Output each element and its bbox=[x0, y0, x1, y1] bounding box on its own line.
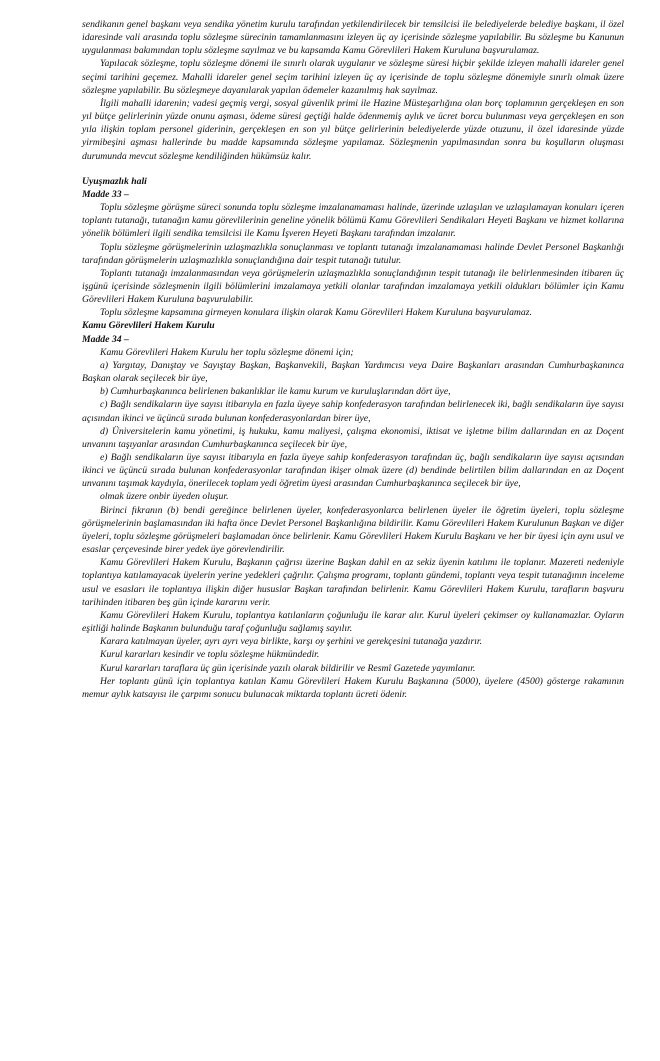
list-item-a: a) Yargıtay, Danıştay ve Sayıştay Başkan, Başkanvekili, Başkan Yardımcısı veya Daire Başkanları arasından Cumhurbaşkanınca Başkan olarak seçilecek bir üye, bbox=[82, 359, 624, 385]
paragraph: Toplu sözleşme görüşme süreci sonunda toplu sözleşme imzalanamaması halinde, üzerinde uzlaşılan ve uzlaşılamayan konuları içeren toplantı tutanağı, tutanağın kamu görevlilerinin geneline yönelik bölümü Kamu Görevlileri Sendikaları Heyeti Başkanı ve hizmet kollarına yönelik bölümleri ilgili sendika temsilcisi ile Kamu İşveren Heyeti Başkanı tarafından imzalanır. bbox=[82, 202, 624, 240]
paragraph: İlgili mahalli idarenin; vadesi geçmiş vergi, sosyal güvenlik primi ile Hazine Müsteşarlığına olan borç toplamının gerçekleşen en son yıl bütçe gelirlerinin yüzde onunu aşması, ödeme süresi geçtiği halde ödenmemiş aylık ve ücret borcu bulunması veya gerçekleşen en son yıla ilişkin toplam personel giderinin, gerçekleşen en son yıl bütçe gelirlerinin belediyelerde yüzde otuzunu, il özel idaresinde yüzde yirmibeşini aşması hallerinde bu madde kapsamında sözleşme yapılamaz. Sözleşmenin yapılmasından sonra bu koşulların oluşması durumunda mevcut sözleşme kendiliğinden hükümsüz kalır. bbox=[82, 97, 624, 162]
list-item-c: c) Bağlı sendikaların üye sayısı itibarıyla en fazla üyeye sahip konfederasyon tarafından belirlenecek iki, bağlı sendikaların üye sayısı açısından ikinci ve üçüncü sırada bulunan konfederasyonlardan birer üye, bbox=[82, 399, 624, 424]
paragraph: olmak üzere onbir üyeden oluşur. bbox=[100, 491, 229, 503]
list-item-e: e) Bağlı sendikaların üye sayısı itibarıyla en fazla üyeye sahip konfederasyon tarafından üç, bağlı sendikaların üye sayısı açısından ikinci ve üçüncü sırada bulunan konfederasyonlar tarafından ikişer olmak üzere (d) bendinde belirtilen bilim dallarından en az Doçent unvanını taşımak kaydıyla, önerilecek toplam yedi öğretim üyesi arasından Cumhurbaşkanınca seçilecek bir üye, bbox=[82, 452, 624, 490]
list-item-d: d) Üniversitelerin kamu yönetimi, iş hukuku, kamu maliyesi, çalışma ekonomisi, iktisat ve işletme bilim dallarından en az Doçent unvanını taşıyanlar arasından Cumhurbaşkanınca seçilecek bir üye, bbox=[82, 425, 624, 450]
paragraph: Toplu sözleşme görüşmelerinin uzlaşmazlıkla sonuçlanması ve toplantı tutanağı imzalanamaması halinde Devlet Personel Başkanlığı tarafından görüşmelerin uzlaşmazlıkla sonuçlandığına dair tespit tutanağı tutulur. bbox=[82, 241, 624, 266]
list-item-b: b) Cumhurbaşkanınca belirlenen bakanlıklar ile kamu kurum ve kuruluşlarından dört üye, bbox=[100, 386, 451, 398]
paragraph: Kamu Görevlileri Hakem Kurulu her toplu sözleşme dönemi için; bbox=[100, 346, 354, 358]
section-gap bbox=[82, 163, 624, 175]
paragraph: Toplu sözleşme kapsamına girmeyen konulara ilişkin olarak Kamu Görevlileri Hakem Kuruluna başvurulamaz. bbox=[100, 307, 532, 319]
paragraph: Karara katılmayan üyeler, ayrı ayrı veya birlikte, karşı oy şerhini ve gerekçesini tutanağa yazdırır. bbox=[100, 636, 483, 648]
paragraph: Her toplantı günü için toplantıya katılan Kamu Görevlileri Hakem Kurulu Başkanına (5000), üyelere (4500) gösterge rakamının memur aylık katsayısı ile çarpımı sonucu bulunacak miktarda toplantı ücreti ödenir. bbox=[82, 675, 624, 700]
article-number-33: Madde 33 – bbox=[82, 188, 129, 200]
section-heading-hakem-kurulu: Kamu Görevlileri Hakem Kurulu bbox=[82, 320, 215, 332]
paragraph: Kurul kararları kesindir ve toplu sözleşme hükmündedir. bbox=[100, 649, 320, 661]
paragraph: Toplantı tutanağı imzalanmasından veya görüşmelerin uzlaşmazlıkla sonuçlandığının tespit tutanağı ile belirlenmesinden itibaren üç işgünü içerisinde sözleşmenin ilgili bölümlerini imzalamaya yetkili olanlar tarafından imzalamaya yetkili oldukları bölümler için Kamu Görevlileri Hakem Kuruluna başvurulabilir. bbox=[82, 267, 624, 306]
paragraph: Kamu Görevlileri Hakem Kurulu, toplantıya katılanların çoğunluğu ile karar alır. Kurul üyeleri çekimser oy kullanamazlar. Oyların eşitliği halinde Başkanın bulunduğu taraf çoğunluğu sağlamış sayılır. bbox=[82, 609, 624, 635]
paragraph: Kamu Görevlileri Hakem Kurulu, Başkanın çağrısı üzerine Başkan dahil en az sekiz üyenin katılımı ile toplanır. Mazereti nedeniyle toplantıya katılamayacak üyelerin yerine yedekleri çağrılır. Çalışma programı, toplantı gündemi, toplantı veya tespit tutanağının inceleme usul ve esasları ile toplantıya ilişkin diğer hususlar Başkan tarafından belirlenir. Kamu Görevlileri Hakem Kurulu, tarafların başvuru tarihinden itibaren beş gün içinde kararını verir. bbox=[82, 557, 624, 608]
document-page bbox=[82, 18, 624, 701]
paragraph: Yapılacak sözleşme, toplu sözleşme dönemi ile sınırlı olarak uygulanır ve sözleşme süresi hiçbir şekilde izleyen mahalli idareler genel seçimi tarihini geçemez. Mahalli idareler genel seçim tarihini izleyen üç ay içerisinde de toplu sözleşme dönemiyle sınırlı olmak üzere sözleşme yapılabilir. Bu sözleşmeye dayanılarak yapılan ödemeler kazanılmış hak sayılmaz. bbox=[82, 58, 624, 96]
article-number-34: Madde 34 – bbox=[82, 333, 129, 345]
paragraph: sendikanın genel başkanı veya sendika yönetim kurulu tarafından yetkilendirilecek bir temsilcisi ile belediyelerde belediye başkanı, il özel idaresinde vali arasında toplu sözleşme sürecinin tamamlanmasını izleyen üç ay içerisinde sözleşme yapılabilir. Bu sözleşme bu Kanunun uygulanması bakımından toplu sözleşme sayılmaz ve bu kapsamda Kamu Görevlileri Hakem Kuruluna başvurulamaz. bbox=[82, 19, 624, 57]
paragraph: Kurul kararları taraflara üç gün içerisinde yazılı olarak bildirilir ve Resmî Gazetede yayımlanır. bbox=[100, 662, 476, 674]
paragraph: Birinci fıkranın (b) bendi gereğince belirlenen üyeler, konfederasyonlarca belirlenen üyeler ile öğretim üyeleri, toplu sözleşme görüşmelerinin başlamasından iki hafta önce Devlet Personel Başkanlığına bildirilir. Kamu Görevlileri Hakem Kurulunun Başkan ve diğer üyeleri, toplu sözleşme görüşmeleri başlamadan önce belirlenir. Kamu Görevlileri Hakem Kurulu Başkanı ve her bir üyesi için aynı usul ve esaslar çerçevesinde birer yedek üye görevlendirilir. bbox=[82, 504, 624, 556]
section-heading-uyusmazlik: Uyuşmazlık hali bbox=[82, 175, 147, 187]
